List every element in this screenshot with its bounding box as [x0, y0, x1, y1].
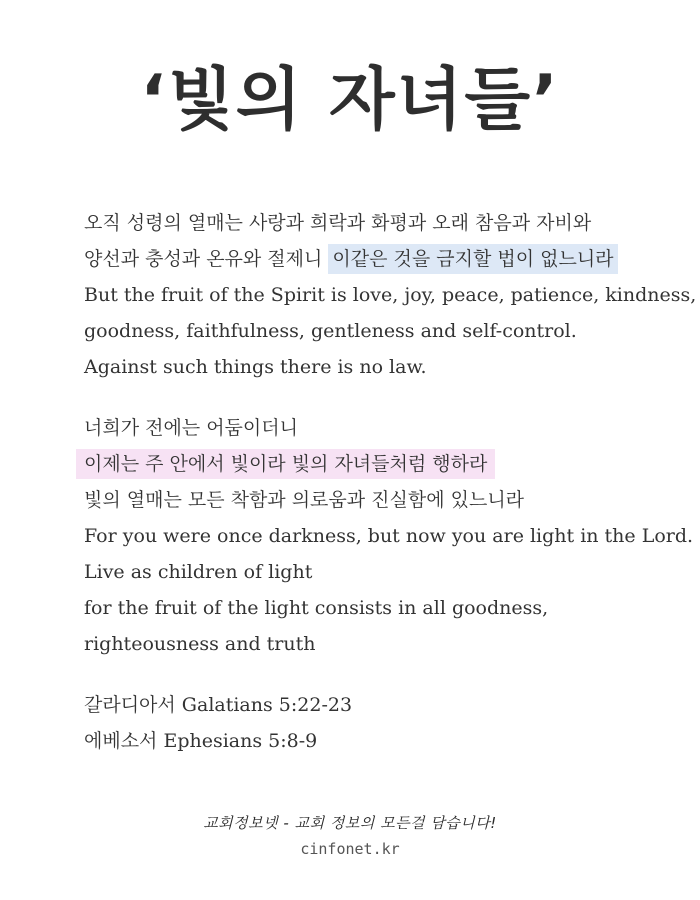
verse-line: Live as children of light	[84, 561, 313, 583]
verse-line: But the fruit of the Spirit is love, joy, peace, patience, kindness,	[84, 284, 697, 306]
references	[84, 687, 664, 759]
highlight-pink: 이제는 주 안에서 빛이라 빛의 자녀들처럼 행하라	[76, 449, 495, 479]
verse-line	[84, 241, 664, 277]
verse-line: 오직 성령의 열매는 사랑과 희락과 화평과 오래 참음과 자비와	[84, 212, 592, 234]
verse-line: for the fruit of the light consists in all goodness,	[84, 597, 549, 619]
reference-galatians: 갈라디아서 Galatians 5:22-23	[84, 694, 353, 716]
verse-galatians	[84, 205, 697, 385]
footer-slogan: 교회정보넷 - 교회 정보의 모든걸 담습니다!	[203, 814, 497, 832]
verse-line: Against such things there is no law.	[84, 356, 427, 378]
verse-line: 너희가 전에는 어둠이더니	[84, 417, 298, 439]
highlight-blue: 이같은 것을 금지할 법이 없느니라	[328, 244, 617, 274]
verse-line	[84, 446, 664, 482]
verse-line-text: 양선과 충성과 온유와 절제니	[84, 248, 329, 270]
verse-ephesians	[84, 410, 694, 662]
page-title: ‘빛의 자녀들’	[140, 61, 560, 140]
reference-ephesians: 에베소서 Ephesians 5:8-9	[84, 730, 318, 752]
verse-line: goodness, faithfulness, gentleness and self-control.	[84, 320, 577, 342]
verse-line: For you were once darkness, but now you are light in the Lord.	[84, 525, 694, 547]
verse-line: 빛의 열매는 모든 착함과 의로움과 진실함에 있느니라	[84, 489, 525, 511]
footer-site-link[interactable]: cinfonet.kr	[300, 840, 400, 858]
verse-line: righteousness and truth	[84, 633, 316, 655]
